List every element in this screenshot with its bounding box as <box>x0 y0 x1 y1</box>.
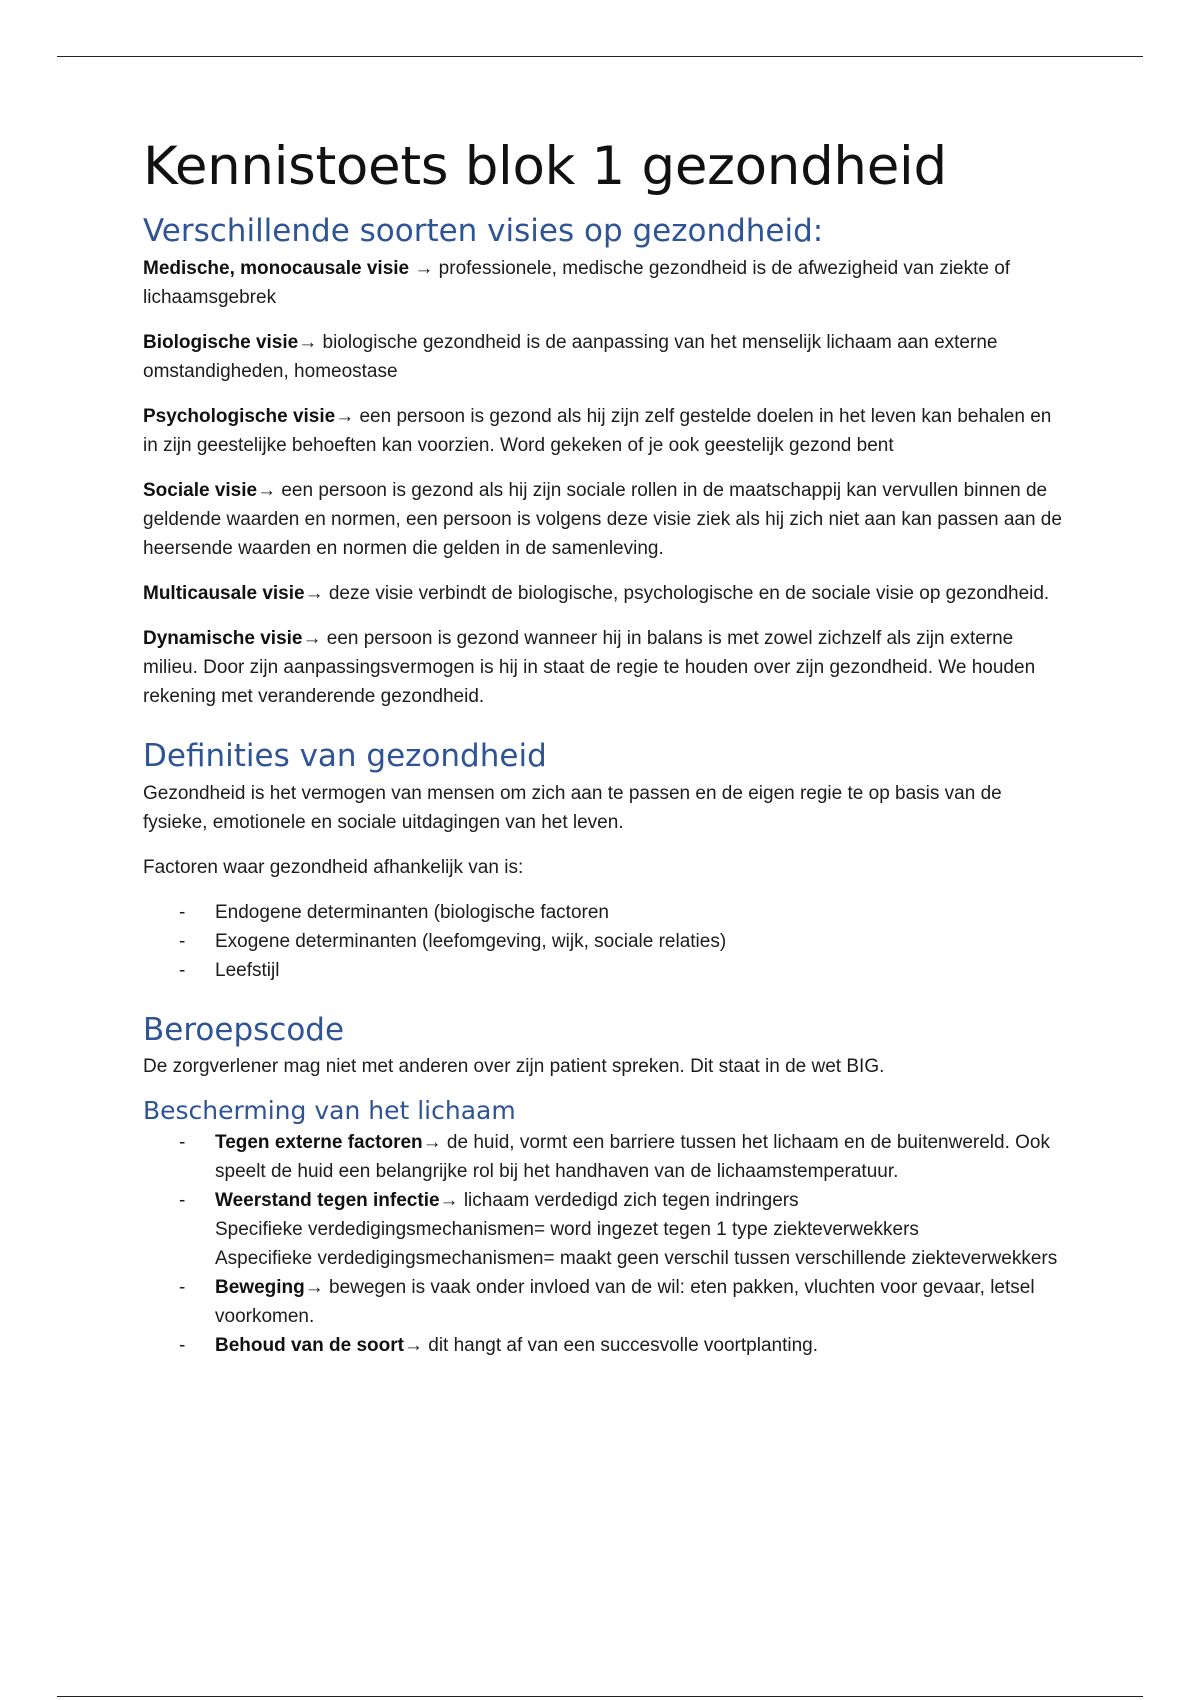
dash-bullet: - <box>179 1334 186 1356</box>
document-title: Kennistoets blok 1 gezondheid <box>143 136 947 197</box>
section-heading-visies: Verschillende soorten visies op gezondheid: <box>143 213 824 250</box>
visie-paragraph <box>143 624 1063 711</box>
dash-bullet: - <box>179 1131 186 1153</box>
visie-term: Biologische visie <box>143 331 299 353</box>
visie-text: professionele, medische gezondheid is de afwezigheid van ziekte of lichaamsgebrek <box>143 257 1011 308</box>
visie-paragraph <box>143 476 1063 563</box>
visie-paragraph <box>143 402 1063 460</box>
bescherming-text: de huid, vormt een barriere tussen het lichaam en de buitenwereld. Ook speelt de huid een belangrijke rol bij het handhaven van de lichaamstemperatuur. <box>215 1131 1050 1182</box>
arrow-icon: → <box>403 1334 423 1356</box>
dash-bullet: - <box>179 901 186 923</box>
bescherming-term: Behoud van de soort <box>215 1334 404 1356</box>
list-item <box>143 927 1063 956</box>
definitie-paragraph: Gezondheid is het vermogen van mensen om zich aan te passen en de eigen regie te op basis van de fysieke, emotionele en sociale uitdagingen van het leven. <box>143 782 1002 833</box>
visie-paragraph <box>143 254 1063 312</box>
arrow-icon: → <box>304 582 324 604</box>
visie-paragraph <box>143 328 1063 386</box>
bescherming-subline: Aspecifieke verdedigingsmechanismen= maakt geen verschil tussen verschillende ziekteverwekkers <box>215 1247 1058 1269</box>
visies-list <box>143 254 1063 711</box>
visie-term: Psychologische visie <box>143 405 336 427</box>
visie-text: biologische gezondheid is de aanpassing van het menselijk lichaam aan externe omstandigheden, homeostase <box>143 331 998 382</box>
arrow-icon: → <box>414 257 434 279</box>
visie-term: Dynamische visie <box>143 627 303 649</box>
bescherming-text: bewegen is vaak onder invloed van de wil: eten pakken, vluchten voor gevaar, letsel voorkomen. <box>215 1276 1035 1327</box>
beroepscode-paragraph: De zorgverlener mag niet met anderen over zijn patient spreken. Dit staat in de wet BIG. <box>143 1056 885 1078</box>
section-heading-definities: Definities van gezondheid <box>143 737 547 774</box>
bescherming-list <box>143 1128 1063 1360</box>
footer-rule <box>57 1696 1143 1697</box>
dash-bullet: - <box>179 959 186 981</box>
arrow-icon: → <box>304 1276 324 1298</box>
section-heading-bescherming: Bescherming van het lichaam <box>143 1096 516 1126</box>
list-item-text: Leefstijl <box>215 959 280 981</box>
arrow-icon: → <box>257 479 277 501</box>
visie-term: Medische, monocausale visie <box>143 257 415 279</box>
visie-paragraph <box>143 579 1063 608</box>
bescherming-term: Tegen externe factoren <box>215 1131 423 1153</box>
document-page <box>143 138 1063 1376</box>
factors-list <box>143 898 1063 985</box>
dash-bullet: - <box>179 1276 186 1298</box>
list-item <box>143 956 1063 985</box>
list-item-text: Exogene determinanten (leefomgeving, wijk, sociale relaties) <box>215 930 727 952</box>
bescherming-term: Beweging <box>215 1276 305 1298</box>
list-item <box>143 898 1063 927</box>
list-item-text: Endogene determinanten (biologische factoren <box>215 901 609 923</box>
list-item <box>143 1186 1063 1273</box>
list-item <box>143 1128 1063 1186</box>
visie-term: Multicausale visie <box>143 582 305 604</box>
arrow-icon: → <box>298 331 318 353</box>
arrow-icon: → <box>439 1189 459 1211</box>
bescherming-subline: Specifieke verdedigingsmechanismen= word ingezet tegen 1 type ziekteverwekkers <box>215 1218 919 1240</box>
list-item <box>143 1331 1063 1360</box>
arrow-icon: → <box>302 627 322 649</box>
bescherming-term: Weerstand tegen infectie <box>215 1189 440 1211</box>
dash-bullet: - <box>179 1189 186 1211</box>
list-item <box>143 1273 1063 1331</box>
arrow-icon: → <box>335 405 355 427</box>
bescherming-text: lichaam verdedigd zich tegen indringers <box>458 1189 799 1211</box>
visie-text: een persoon is gezond als hij zijn sociale rollen in de maatschappij kan vervullen binnen de geldende waarden en normen, een persoon is volgens deze visie ziek als hij zich niet aan kan passen aan de heersende waarden en normen die gelden in de samenleving. <box>143 479 1062 559</box>
arrow-icon: → <box>422 1131 442 1153</box>
dash-bullet: - <box>179 930 186 952</box>
section-heading-beroepscode: Beroepscode <box>143 1011 345 1048</box>
visie-text: deze visie verbindt de biologische, psychologische en de sociale visie op gezondheid. <box>323 582 1050 604</box>
visie-term: Sociale visie <box>143 479 258 501</box>
header-rule <box>57 56 1143 57</box>
bescherming-text: dit hangt af van een succesvolle voortplanting. <box>422 1334 818 1356</box>
factors-intro: Factoren waar gezondheid afhankelijk van is: <box>143 856 524 878</box>
visie-text: een persoon is gezond als hij zijn zelf gestelde doelen in het leven kan behalen en in zijn geestelijke behoeften kan voorzien. Word gekeken of je ook geestelijk gezond bent <box>143 405 1052 456</box>
visie-text: een persoon is gezond wanneer hij in balans is met zowel zichzelf als zijn externe milieu. Door zijn aanpassingsvermogen is hij in staat de regie te houden over zijn gezondheid. We houden rekening met veranderende gezondheid. <box>143 627 1036 707</box>
